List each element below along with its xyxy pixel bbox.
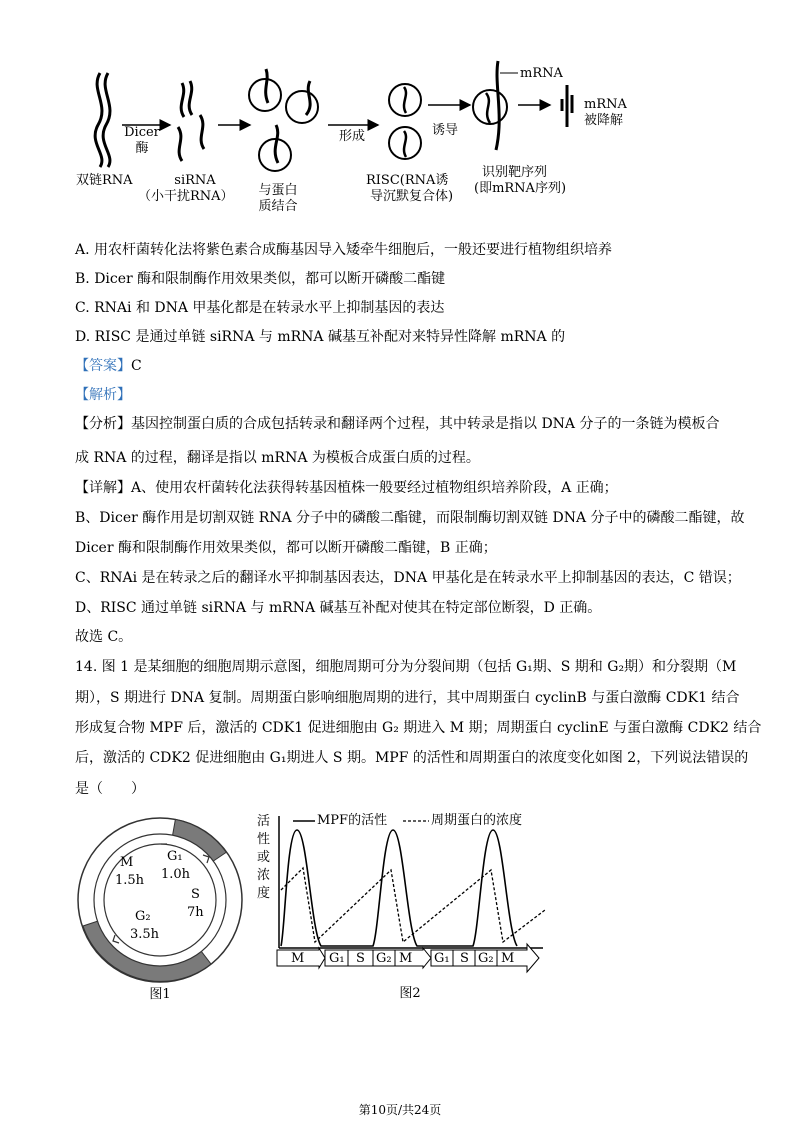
q14-line-2: 期），S 期进行 DNA 复制。周期蛋白影响细胞周期的进行，其中周期蛋白 cyclinB 与蛋白激酶 CDK1 结合 [75, 690, 740, 706]
fenxi-tag: 【分析】 [75, 416, 131, 432]
label-target-1: 识别靶序列 [482, 165, 548, 180]
label-sirna: siRNA [174, 173, 216, 188]
fig2-y-char-3: 浓 [257, 868, 271, 883]
fig1-s-time: 7h [187, 905, 204, 920]
label-degraded-1: mRNA [584, 97, 627, 112]
page-number: 第10页/共24页 [358, 1103, 442, 1117]
answer-tag: 【答案】 [75, 358, 131, 374]
fig2-phase-0: M [291, 951, 305, 966]
fig1-m: M [120, 855, 134, 870]
rnai-diagram [70, 55, 670, 215]
xiangjie-a: A、使用农杆菌转化法获得转基因植株一般要经过植物组织培养阶段，A 正确； [131, 480, 618, 496]
q14-line-3: 形成复合物 MPF 后，激活的 CDK1 促进细胞由 G₂ 期进入 M 期；周期蛋白 cyclinE 与蛋白激酶 CDK2 结合 [75, 720, 762, 736]
label-bind-protein-2: 质结合 [258, 199, 298, 214]
answer-line [75, 356, 142, 376]
answer-value: C [131, 358, 142, 374]
fig2-y-char-2: 或 [257, 850, 271, 865]
fig2-phase-5: G₁ [434, 951, 450, 966]
fig2-phase-3: G₂ [376, 951, 392, 966]
fig2-y-char-0: 活 [257, 814, 271, 829]
fig1-g2-time: 3.5h [130, 927, 160, 942]
xiangjie-b1: B、Dicer 酶作用是切割双链 RNA 分子中的磷酸二酯键，而限制酶切割双链 DNA 分子中的磷酸二酯键，故 [75, 510, 745, 526]
option-b: B. Dicer 酶和限制酶作用效果类似，都可以断开磷酸二酯键 [75, 271, 446, 287]
fig2-y-char-1: 性 [257, 832, 271, 847]
fenxi-line-1 [75, 414, 719, 434]
xiangjie-c: C、RNAi 是在转录之后的翻译水平抑制基因表达，DNA 甲基化是在转录水平上抑制基因的表达，C 错误； [75, 570, 741, 586]
fig2-y-char-4: 度 [257, 886, 271, 901]
label-sirna-note: （小干扰RNA） [138, 189, 234, 204]
xiangjie-tag: 【详解】 [75, 480, 131, 496]
q14-line-5: 是（ ） [75, 781, 145, 797]
xiangjie-line-a [75, 478, 618, 498]
option-d: D. RISC 是通过单链 siRNA 与 mRNA 碱基互补配对来特异性降解 mRNA 的 [75, 329, 566, 345]
figure-2 [255, 810, 555, 1005]
option-a: A. 用农杆菌转化法将紫色素合成酶基因导入矮牵牛细胞后，一般还要进行植物组织培养 [75, 242, 613, 258]
fig2-phase-1: G₁ [329, 951, 345, 966]
conclusion: 故选 C。 [75, 629, 133, 645]
xiangjie-d: D、RISC 通过单链 siRNA 与 mRNA 碱基互补配对使其在特定部位断裂，D 正确。 [75, 600, 602, 616]
label-degraded-2: 被降解 [584, 113, 624, 128]
option-c: C. RNAi 和 DNA 甲基化都是在转录水平上抑制基因的表达 [75, 300, 445, 316]
label-risc-2: 导沉默复合体) [370, 189, 454, 204]
analysis-tag: 【解析】 [75, 387, 131, 403]
fig1-g1-time: 1.0h [161, 867, 191, 882]
fenxi-text-1: 基因控制蛋白质的合成包括转录和翻译两个过程，其中转录是指以 DNA 分子的一条链为模板合 [131, 416, 720, 432]
fenxi-text-2: 成 RNA 的过程，翻译是指以 mRNA 为模板合成蛋白质的过程。 [75, 450, 480, 466]
label-double-rna: 双链RNA [76, 173, 133, 188]
fig1-g1: G₁ [167, 849, 183, 864]
fig2-phase-2: S [356, 951, 365, 966]
label-dicer: Dicer [124, 125, 160, 140]
fig1-s: S [191, 887, 200, 902]
q14-line-4: 后，激活的 CDK2 促进细胞由 G₁期进人 S 期。MPF 的活性和周期蛋白的浓度变化如图 2，下列说法错误的 [75, 750, 749, 766]
fig2-phase-7: G₂ [478, 951, 494, 966]
label-target-2: (即mRNA序列) [474, 181, 567, 196]
fig2-phase-6: S [460, 951, 469, 966]
fig2-caption: 图2 [399, 986, 421, 1001]
figure-1 [75, 815, 245, 1005]
label-mrna: mRNA [520, 66, 563, 81]
fig2-legend-conc: 周期蛋白的浓度 [431, 813, 523, 828]
fig2-phase-4: M [399, 951, 413, 966]
xiangjie-b2: Dicer 酶和限制酶作用效果类似，都可以断开磷酸二酯键，B 正确； [75, 540, 497, 556]
label-induce: 诱导 [431, 123, 458, 138]
label-bind-protein-1: 与蛋白 [258, 183, 298, 198]
fig1-m-time: 1.5h [115, 873, 145, 888]
q14-line-1: 14. 图 1 是某细胞的细胞周期示意图，细胞周期可分为分裂间期（包括 G₁期、S 期和 G₂期）和分裂期（M [75, 659, 737, 675]
fig2-legend-mpf: MPF的活性 [317, 813, 388, 828]
cell-cycle-ring [75, 815, 245, 985]
label-form: 形成 [338, 129, 365, 144]
fig1-caption: 图1 [149, 987, 171, 1002]
label-risc-1: RISC(RNA诱 [366, 173, 449, 188]
label-enzyme: 酶 [135, 141, 149, 156]
fig1-g2: G₂ [135, 909, 151, 924]
fig2-phase-8: M [501, 951, 515, 966]
